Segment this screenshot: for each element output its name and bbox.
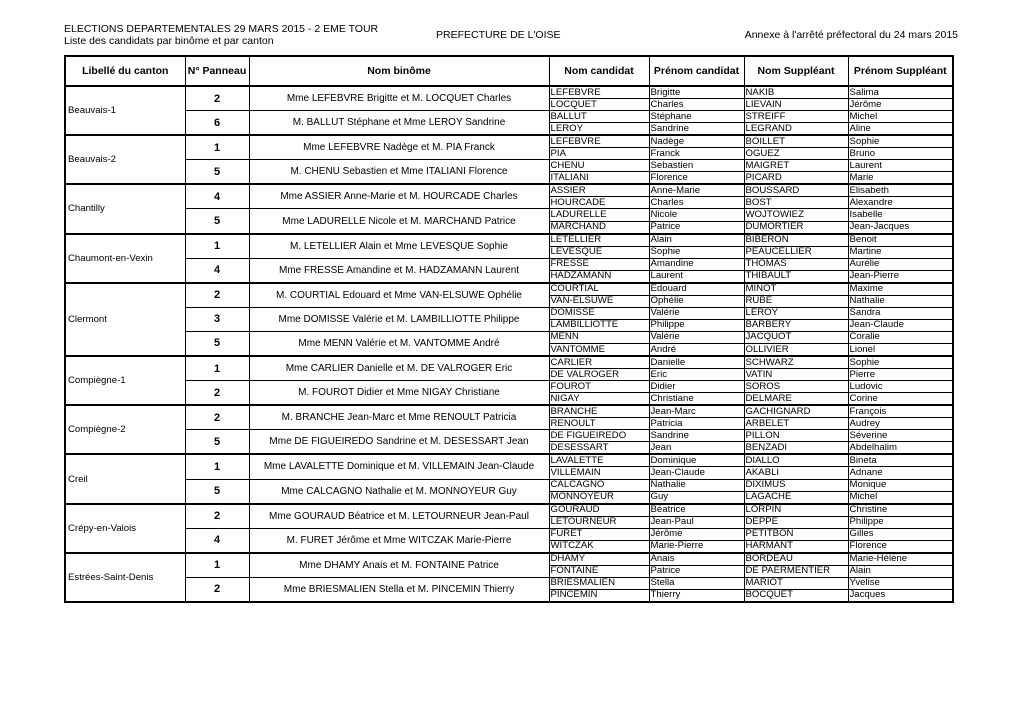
table-row — [65, 405, 953, 418]
nom-candidat: COURTIAL — [549, 283, 649, 296]
binome-name: Mme LAVALETTE Dominique et M. VILLEMAIN Jean-Claude — [249, 454, 549, 479]
nom-suppleant: PEAUCELLIER — [744, 246, 848, 258]
binome-name: Mme LEFEBVRE Brigitte et M. LOCQUET Charles — [249, 86, 549, 111]
nom-candidat: MENN — [549, 331, 649, 343]
prenom-candidat: Didier — [649, 381, 744, 393]
nom-suppleant: PETITBON — [744, 528, 848, 540]
binome-name: M. CHENU Sebastien et Mme ITALIANI Florence — [249, 160, 549, 185]
panneau-number: 2 — [185, 577, 249, 602]
prenom-suppleant: Coralie — [848, 331, 953, 343]
nom-suppleant: STREIFF — [744, 111, 848, 123]
nom-suppleant: LEROY — [744, 307, 848, 319]
nom-candidat: VILLEMAIN — [549, 467, 649, 479]
panneau-number: 1 — [185, 234, 249, 259]
nom-candidat: BRANCHE — [549, 405, 649, 418]
prenom-candidat: Nadège — [649, 135, 744, 148]
table-row — [65, 283, 953, 296]
prenom-candidat: Stéphane — [649, 111, 744, 123]
nom-candidat: PINCEMIN — [549, 589, 649, 602]
nom-suppleant: WOJTOWIEZ — [744, 209, 848, 221]
prenom-suppleant: Philippe — [848, 516, 953, 528]
nom-candidat: FURET — [549, 528, 649, 540]
col-header-nom-suppleant: Nom Suppléant — [744, 56, 848, 86]
nom-candidat: RENOULT — [549, 418, 649, 430]
nom-suppleant: VATIN — [744, 369, 848, 381]
prenom-candidat: Franck — [649, 148, 744, 160]
nom-suppleant: PICARD — [744, 172, 848, 185]
nom-candidat: LOCQUET — [549, 99, 649, 111]
prenom-candidat: Sandrine — [649, 430, 744, 442]
prenom-candidat: Patrice — [649, 221, 744, 234]
panneau-number: 1 — [185, 356, 249, 381]
table-row — [65, 135, 953, 148]
prenom-candidat: Christiane — [649, 393, 744, 406]
prenom-suppleant: Laurent — [848, 160, 953, 172]
prenom-candidat: Jean-Marc — [649, 405, 744, 418]
nom-candidat: WITCZAK — [549, 540, 649, 553]
table-row — [65, 528, 953, 540]
nom-candidat: CALCAGNO — [549, 479, 649, 491]
document-header-left — [64, 23, 378, 47]
nom-candidat: FOUROT — [549, 381, 649, 393]
prenom-suppleant: Monique — [848, 479, 953, 491]
prenom-suppleant: Ludovic — [848, 381, 953, 393]
prenom-suppleant: Michel — [848, 111, 953, 123]
nom-candidat: ITALIANI — [549, 172, 649, 185]
prenom-candidat: Charles — [649, 99, 744, 111]
nom-candidat: DOMISSE — [549, 307, 649, 319]
panneau-number: 2 — [185, 86, 249, 111]
prenom-candidat: Brigitte — [649, 86, 744, 99]
panneau-number: 2 — [185, 283, 249, 308]
nom-candidat: GOURAUD — [549, 504, 649, 517]
binome-name: Mme LEFEBVRE Nadège et M. PIA Franck — [249, 135, 549, 160]
nom-suppleant: MAIGRET — [744, 160, 848, 172]
nom-suppleant: OGUEZ — [744, 148, 848, 160]
nom-suppleant: BOILLET — [744, 135, 848, 148]
prenom-candidat: Dominique — [649, 454, 744, 467]
nom-suppleant: MARIOT — [744, 577, 848, 589]
nom-candidat: BRIESMALIEN — [549, 577, 649, 589]
panneau-number: 4 — [185, 258, 249, 283]
nom-candidat: LEROY — [549, 123, 649, 136]
nom-candidat: CARLIER — [549, 356, 649, 369]
prenom-candidat: Jean — [649, 442, 744, 455]
nom-candidat: LADURELLE — [549, 209, 649, 221]
binome-name: Mme DHAMY Anais et M. FONTAINE Patrice — [249, 553, 549, 578]
panneau-number: 3 — [185, 307, 249, 331]
prenom-suppleant: Michel — [848, 491, 953, 504]
nom-suppleant: SOROS — [744, 381, 848, 393]
canton-name: Compiègne-2 — [65, 405, 185, 454]
prenom-candidat: Stella — [649, 577, 744, 589]
prenom-suppleant: Séverine — [848, 430, 953, 442]
panneau-number: 2 — [185, 381, 249, 406]
nom-suppleant: RUBE — [744, 295, 848, 307]
prenom-suppleant: Bineta — [848, 454, 953, 467]
prenom-candidat: Marie-Pierre — [649, 540, 744, 553]
table-row — [65, 307, 953, 319]
table-row — [65, 430, 953, 442]
nom-candidat: LAVALETTE — [549, 454, 649, 467]
prenom-candidat: Jean-Claude — [649, 467, 744, 479]
table-row — [65, 577, 953, 589]
nom-candidat: MARCHAND — [549, 221, 649, 234]
binome-name: Mme GOURAUD Béatrice et M. LETOURNEUR Jean-Paul — [249, 504, 549, 529]
prefecture-label: PREFECTURE DE L'OISE — [436, 29, 561, 41]
prenom-candidat: Valérie — [649, 307, 744, 319]
nom-suppleant: DELMARE — [744, 393, 848, 406]
nom-suppleant: GACHIGNARD — [744, 405, 848, 418]
nom-suppleant: DIXIMUS — [744, 479, 848, 491]
prenom-suppleant: Lionel — [848, 343, 953, 356]
prenom-suppleant: Jean-Claude — [848, 319, 953, 331]
binome-name: Mme FRESSE Amandine et M. HADZAMANN Laurent — [249, 258, 549, 283]
nom-candidat: LEVESQUE — [549, 246, 649, 258]
prenom-candidat: Danielle — [649, 356, 744, 369]
nom-candidat: DHAMY — [549, 553, 649, 566]
nom-candidat: NIGAY — [549, 393, 649, 406]
nom-suppleant: BOCQUET — [744, 589, 848, 602]
col-header-nom-candidat: Nom candidat — [549, 56, 649, 86]
nom-candidat: FONTAINE — [549, 565, 649, 577]
prenom-candidat: Charles — [649, 197, 744, 209]
binome-name: Mme BRIESMALIEN Stella et M. PINCEMIN Thierry — [249, 577, 549, 602]
prenom-candidat: Valérie — [649, 331, 744, 343]
prenom-suppleant: Yvelise — [848, 577, 953, 589]
panneau-number: 2 — [185, 504, 249, 529]
nom-suppleant: AKABLI — [744, 467, 848, 479]
prenom-suppleant: Nathalie — [848, 295, 953, 307]
prenom-candidat: Florence — [649, 172, 744, 185]
prenom-suppleant: Benoit — [848, 234, 953, 247]
col-header-prenom-candidat: Prénom candidat — [649, 56, 744, 86]
prenom-suppleant: Adnane — [848, 467, 953, 479]
prenom-candidat: Nicole — [649, 209, 744, 221]
prenom-candidat: Alain — [649, 234, 744, 247]
prenom-candidat: Amandine — [649, 258, 744, 270]
nom-candidat: LETELLIER — [549, 234, 649, 247]
nom-suppleant: DIALLO — [744, 454, 848, 467]
table-row — [65, 331, 953, 343]
canton-name: Crépy-en-Valois — [65, 504, 185, 553]
panneau-number: 5 — [185, 479, 249, 504]
nom-suppleant: LORPIN — [744, 504, 848, 517]
binome-name: M. BALLUT Stéphane et Mme LEROY Sandrine — [249, 111, 549, 136]
nom-suppleant: SCHWARZ — [744, 356, 848, 369]
prenom-candidat: Patricia — [649, 418, 744, 430]
binome-name: M. FURET Jérôme et Mme WITCZAK Marie-Pierre — [249, 528, 549, 553]
canton-name: Beauvais-2 — [65, 135, 185, 184]
table-row — [65, 111, 953, 123]
panneau-number: 4 — [185, 528, 249, 553]
nom-candidat: LEFEBVRE — [549, 135, 649, 148]
candidates-table — [64, 55, 954, 603]
nom-candidat: HOURCADE — [549, 197, 649, 209]
nom-suppleant: BIBERON — [744, 234, 848, 247]
prenom-candidat: Sebastien — [649, 160, 744, 172]
panneau-number: 2 — [185, 405, 249, 430]
list-subtitle: Liste des candidats par binôme et par canton — [64, 35, 274, 47]
prenom-suppleant: Corine — [848, 393, 953, 406]
nom-suppleant: HARMANT — [744, 540, 848, 553]
nom-candidat: MONNOYEUR — [549, 491, 649, 504]
nom-candidat: ASSIER — [549, 184, 649, 197]
prenom-candidat: Philippe — [649, 319, 744, 331]
panneau-number: 5 — [185, 160, 249, 185]
nom-suppleant: BARBERY — [744, 319, 848, 331]
nom-candidat: LEFEBVRE — [549, 86, 649, 99]
prenom-candidat: Patrice — [649, 565, 744, 577]
nom-suppleant: ARBELET — [744, 418, 848, 430]
nom-suppleant: PILLON — [744, 430, 848, 442]
prenom-suppleant: Audrey — [848, 418, 953, 430]
header-row — [65, 56, 953, 86]
col-header-panneau: N° Panneau — [185, 56, 249, 86]
prenom-suppleant: Aurélie — [848, 258, 953, 270]
prenom-suppleant: Abdelhalim — [848, 442, 953, 455]
panneau-number: 5 — [185, 331, 249, 356]
prenom-suppleant: Jean-Jacques — [848, 221, 953, 234]
prenom-suppleant: Marie-Hélène — [848, 553, 953, 566]
table-header — [65, 56, 953, 86]
nom-candidat: VANTOMME — [549, 343, 649, 356]
nom-suppleant: DUMORTIER — [744, 221, 848, 234]
binome-name: Mme LADURELLE Nicole et M. MARCHAND Patrice — [249, 209, 549, 234]
prenom-suppleant: Alain — [848, 565, 953, 577]
prenom-candidat: Nathalie — [649, 479, 744, 491]
canton-name: Creil — [65, 454, 185, 503]
panneau-number: 1 — [185, 454, 249, 479]
prenom-candidat: Jean-Paul — [649, 516, 744, 528]
canton-name: Clermont — [65, 283, 185, 356]
table-row — [65, 381, 953, 393]
binome-name: Mme MENN Valérie et M. VANTOMME André — [249, 331, 549, 356]
table-row — [65, 209, 953, 221]
nom-suppleant: BOST — [744, 197, 848, 209]
col-header-canton: Libellé du canton — [65, 56, 185, 86]
prenom-suppleant: Sophie — [848, 356, 953, 369]
prenom-suppleant: Christine — [848, 504, 953, 517]
prenom-candidat: André — [649, 343, 744, 356]
nom-candidat: HADZAMANN — [549, 270, 649, 283]
binome-name: M. FOUROT Didier et Mme NIGAY Christiane — [249, 381, 549, 406]
prenom-suppleant: Sophie — [848, 135, 953, 148]
nom-suppleant: BENZADI — [744, 442, 848, 455]
table-row — [65, 504, 953, 517]
nom-suppleant: MINOT — [744, 283, 848, 296]
prenom-candidat: Sophie — [649, 246, 744, 258]
annex-label: Annexe à l'arrêté préfectoral du 24 mars 2015 — [744, 29, 958, 41]
prenom-suppleant: Isabelle — [848, 209, 953, 221]
prenom-candidat: Laurent — [649, 270, 744, 283]
binome-name: M. COURTIAL Edouard et Mme VAN-ELSUWE Ophélie — [249, 283, 549, 308]
panneau-number: 5 — [185, 209, 249, 234]
prenom-suppleant: Jacques — [848, 589, 953, 602]
nom-candidat: BALLUT — [549, 111, 649, 123]
canton-name: Chaumont-en-Vexin — [65, 234, 185, 283]
prenom-candidat: Eric — [649, 369, 744, 381]
binome-name: Mme DE FIGUEIREDO Sandrine et M. DESESSART Jean — [249, 430, 549, 455]
nom-suppleant: LIEVAIN — [744, 99, 848, 111]
binome-name: Mme DOMISSE Valérie et M. LAMBILLIOTTE Philippe — [249, 307, 549, 331]
prenom-candidat: Thierry — [649, 589, 744, 602]
prenom-candidat: Edouard — [649, 283, 744, 296]
prenom-suppleant: Gilles — [848, 528, 953, 540]
nom-suppleant: JACQUOT — [744, 331, 848, 343]
prenom-suppleant: Elisabeth — [848, 184, 953, 197]
col-header-binome: Nom binôme — [249, 56, 549, 86]
table-row — [65, 258, 953, 270]
table-row — [65, 234, 953, 247]
table-row — [65, 356, 953, 369]
table-row — [65, 184, 953, 197]
panneau-number: 5 — [185, 430, 249, 455]
table-row — [65, 479, 953, 491]
table-body — [65, 86, 953, 602]
nom-candidat: PIA — [549, 148, 649, 160]
prenom-suppleant: François — [848, 405, 953, 418]
nom-candidat: CHENU — [549, 160, 649, 172]
nom-suppleant: BORDEAU — [744, 553, 848, 566]
nom-suppleant: LEGRAND — [744, 123, 848, 136]
prenom-suppleant: Marie — [848, 172, 953, 185]
nom-suppleant: THIBAULT — [744, 270, 848, 283]
panneau-number: 1 — [185, 135, 249, 160]
table-row — [65, 454, 953, 467]
nom-suppleant: BOUSSARD — [744, 184, 848, 197]
panneau-number: 1 — [185, 553, 249, 578]
binome-name: Mme CARLIER Danielle et M. DE VALROGER Eric — [249, 356, 549, 381]
nom-suppleant: NAKIB — [744, 86, 848, 99]
prenom-suppleant: Jérôme — [848, 99, 953, 111]
prenom-suppleant: Maxime — [848, 283, 953, 296]
prenom-candidat: Sandrine — [649, 123, 744, 136]
binome-name: Mme ASSIER Anne-Marie et M. HOURCADE Charles — [249, 184, 549, 209]
prenom-candidat: Anais — [649, 553, 744, 566]
nom-suppleant: LAGACHE — [744, 491, 848, 504]
nom-suppleant: DEPPE — [744, 516, 848, 528]
nom-suppleant: THOMAS — [744, 258, 848, 270]
nom-suppleant: DE PAERMENTIER — [744, 565, 848, 577]
nom-candidat: FRESSE — [549, 258, 649, 270]
nom-candidat: LETOURNEUR — [549, 516, 649, 528]
panneau-number: 4 — [185, 184, 249, 209]
panneau-number: 6 — [185, 111, 249, 136]
nom-candidat: VAN-ELSUWE — [549, 295, 649, 307]
prenom-suppleant: Martine — [848, 246, 953, 258]
binome-name: M. BRANCHE Jean-Marc et Mme RENOULT Patricia — [249, 405, 549, 430]
canton-name: Beauvais-1 — [65, 86, 185, 135]
binome-name: Mme CALCAGNO Nathalie et M. MONNOYEUR Guy — [249, 479, 549, 504]
election-title: ELECTIONS DEPARTEMENTALES 29 MARS 2015 - 2 EME TOUR — [64, 23, 379, 35]
col-header-prenom-suppleant: Prénom Suppléant — [848, 56, 953, 86]
table-row — [65, 160, 953, 172]
prenom-suppleant: Alexandre — [848, 197, 953, 209]
prenom-suppleant: Salima — [848, 86, 953, 99]
prenom-candidat: Guy — [649, 491, 744, 504]
canton-name: Estrées-Saint-Denis — [65, 553, 185, 602]
table-row — [65, 553, 953, 566]
nom-candidat: DE VALROGER — [549, 369, 649, 381]
prenom-candidat: Anne-Marie — [649, 184, 744, 197]
nom-candidat: DESESSART — [549, 442, 649, 455]
prenom-suppleant: Aline — [848, 123, 953, 136]
nom-suppleant: OLLIVIER — [744, 343, 848, 356]
table-row — [65, 86, 953, 99]
prenom-suppleant: Jean-Pierre — [848, 270, 953, 283]
nom-candidat: LAMBILLIOTTE — [549, 319, 649, 331]
canton-name: Compiègne-1 — [65, 356, 185, 405]
nom-candidat: DE FIGUEIREDO — [549, 430, 649, 442]
prenom-suppleant: Sandra — [848, 307, 953, 319]
binome-name: M. LETELLIER Alain et Mme LEVESQUE Sophie — [249, 234, 549, 259]
prenom-suppleant: Florence — [848, 540, 953, 553]
prenom-candidat: Ophélie — [649, 295, 744, 307]
prenom-candidat: Béatrice — [649, 504, 744, 517]
prenom-suppleant: Pierre — [848, 369, 953, 381]
prenom-candidat: Jérôme — [649, 528, 744, 540]
canton-name: Chantilly — [65, 184, 185, 233]
prenom-suppleant: Bruno — [848, 148, 953, 160]
